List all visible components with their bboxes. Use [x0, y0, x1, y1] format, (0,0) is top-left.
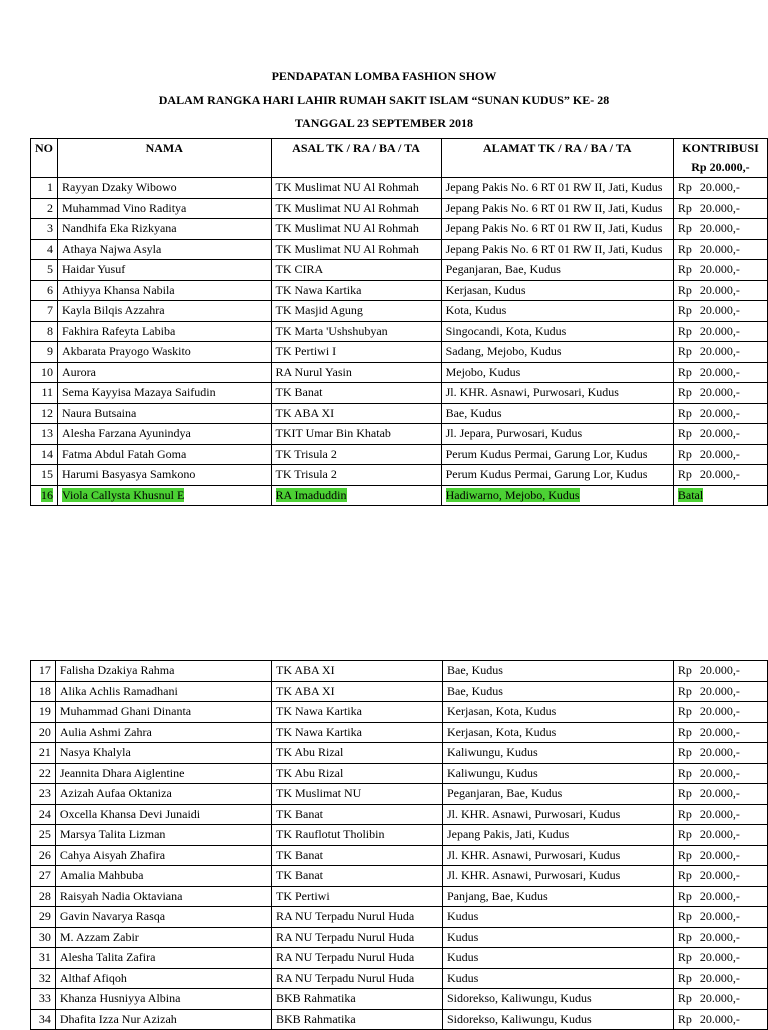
currency-label: Rp — [677, 827, 692, 841]
row-number: 25 — [31, 825, 56, 846]
row-number: 13 — [31, 424, 58, 445]
participant-name: Muhammad Ghani Dinanta — [55, 702, 271, 723]
contribution-amount: 20.000,- — [699, 385, 740, 399]
col-header-kontribusi — [673, 139, 767, 178]
col-header-asal: ASAL TK / RA / BA / TA — [271, 139, 441, 178]
participant-name: Fakhira Rafeyta Labiba — [58, 321, 272, 342]
school-address: Hadiwarno, Mejobo, Kudus — [445, 487, 580, 502]
school-name: TK Masjid Agung — [271, 301, 441, 322]
currency-label: Rp — [677, 991, 692, 1005]
col-header-alamat: ALAMAT TK / RA / BA / TA — [441, 139, 673, 178]
row-number: 21 — [31, 743, 56, 764]
cancelled-row — [31, 485, 768, 506]
school-name: TK Banat — [272, 845, 443, 866]
school-address: Kerjasan, Kota, Kudus — [442, 702, 673, 723]
school-address: Bae, Kudus — [442, 681, 673, 702]
participant-name: Aulia Ashmi Zahra — [55, 722, 271, 743]
doc-date: TANGGAL 23 SEPTEMBER 2018 — [294, 116, 474, 130]
contribution — [673, 927, 767, 948]
participant-name: Khanza Husniyya Albina — [55, 989, 271, 1010]
school-address: Jepang Pakis No. 6 RT 01 RW II, Jati, Kudus — [441, 239, 673, 260]
school-name: BKB Rahmatika — [272, 989, 443, 1010]
contribution — [673, 301, 767, 322]
contribution — [673, 968, 767, 989]
school-address: Jl. KHR. Asnawi, Purwosari, Kudus — [442, 866, 673, 887]
school-address: Perum Kudus Permai, Garung Lor, Kudus — [441, 465, 673, 486]
table-row — [31, 763, 768, 784]
contribution — [673, 948, 767, 969]
contribution-amount: 20.000,- — [699, 786, 740, 800]
contribution-amount: 20.000,- — [699, 724, 740, 739]
currency-label: Rp — [677, 888, 692, 903]
table-row — [31, 927, 768, 948]
currency-label: Rp — [677, 262, 692, 276]
currency-label: Rp — [677, 683, 692, 698]
table-row — [31, 743, 768, 764]
school-address: Jepang Pakis, Jati, Kudus — [442, 825, 673, 846]
contribution — [673, 702, 767, 723]
contribution — [673, 989, 767, 1010]
kontribusi-amount: Rp 20.000,- — [691, 160, 750, 174]
row-number: 6 — [31, 280, 58, 301]
school-name: TK Banat — [272, 804, 443, 825]
contribution-amount: 20.000,- — [699, 262, 740, 276]
participant-name: Muhammad Vino Raditya — [58, 198, 272, 219]
school-address: Jl. KHR. Asnawi, Purwosari, Kudus — [442, 845, 673, 866]
col-header-nama: NAMA — [58, 139, 272, 178]
table-row — [31, 907, 768, 928]
currency-label: Rp — [677, 344, 692, 358]
table-row — [31, 661, 768, 682]
table-row — [31, 845, 768, 866]
contribution — [673, 784, 767, 805]
contribution-amount: 20.000,- — [699, 180, 740, 194]
contribution-amount: 20.000,- — [699, 221, 740, 235]
contribution-amount: 20.000,- — [699, 765, 740, 780]
table-row — [31, 198, 768, 219]
contribution — [673, 743, 767, 764]
participant-name: Harumi Basyasya Samkono — [58, 465, 272, 486]
school-name-cell — [271, 485, 441, 506]
currency-label: Rp — [677, 909, 692, 923]
school-name: TK Muslimat NU Al Rohmah — [271, 239, 441, 260]
table-row — [31, 424, 768, 445]
contribution-amount: 20.000,- — [699, 847, 740, 862]
currency-label: Rp — [677, 745, 692, 759]
contribution-amount: 20.000,- — [699, 991, 740, 1005]
contribution — [673, 866, 767, 887]
school-name: TK CIRA — [271, 260, 441, 281]
school-address: Kaliwungu, Kudus — [442, 743, 673, 764]
row-number: 27 — [31, 866, 56, 887]
school-name: TK Rauflotut Tholibin — [272, 825, 443, 846]
contribution — [673, 886, 767, 907]
currency-label: Rp — [677, 929, 692, 944]
participant-name: Raisyah Nadia Oktaviana — [55, 886, 271, 907]
school-name: TK Nawa Kartika — [272, 702, 443, 723]
participant-name: Kayla Bilqis Azzahra — [58, 301, 272, 322]
contribution-amount: 20.000,- — [699, 200, 740, 215]
school-name: RA NU Terpadu Nurul Huda — [272, 968, 443, 989]
participant-name: Gavin Navarya Rasqa — [55, 907, 271, 928]
school-name: BKB Rahmatika — [272, 1009, 443, 1030]
contribution-amount: 20.000,- — [699, 909, 740, 923]
currency-label: Rp — [677, 426, 692, 440]
currency-label: Rp — [677, 241, 692, 256]
contribution — [673, 465, 767, 486]
contribution — [673, 661, 767, 682]
table-row — [31, 722, 768, 743]
table-row — [31, 702, 768, 723]
school-name: TK ABA XI — [271, 403, 441, 424]
contribution-amount: 20.000,- — [699, 806, 740, 821]
table-row — [31, 804, 768, 825]
table-row — [31, 280, 768, 301]
school-address: Jl. Jepara, Purwosari, Kudus — [441, 424, 673, 445]
contribution — [673, 907, 767, 928]
row-number: 17 — [31, 661, 56, 682]
currency-label: Rp — [677, 446, 692, 461]
table-row — [31, 239, 768, 260]
table-row — [31, 383, 768, 404]
row-number: 3 — [31, 219, 58, 240]
school-name: TKIT Umar Bin Khatab — [271, 424, 441, 445]
table-row — [31, 886, 768, 907]
contribution — [673, 178, 767, 199]
currency-label: Rp — [677, 200, 692, 215]
row-number: 16 — [41, 487, 53, 502]
row-number: 15 — [31, 465, 58, 486]
contribution — [673, 424, 767, 445]
contribution-amount: 20.000,- — [699, 467, 740, 481]
contribution — [673, 763, 767, 784]
doc-subtitle: DALAM RANGKA HARI LAHIR RUMAH SAKIT ISLAM “SUNAN KUDUS” KE- 28 — [158, 93, 610, 107]
currency-label: Rp — [677, 765, 692, 780]
contribution — [673, 804, 767, 825]
row-number: 23 — [31, 784, 56, 805]
row-number: 18 — [31, 681, 56, 702]
table-row — [31, 989, 768, 1010]
school-address: Jl. KHR. Asnawi, Purwosari, Kudus — [442, 804, 673, 825]
table-row — [31, 866, 768, 887]
contribution — [673, 383, 767, 404]
school-address: Sidorekso, Kaliwungu, Kudus — [442, 989, 673, 1010]
participant-name: Sema Kayyisa Mazaya Saifudin — [58, 383, 272, 404]
school-address: Kudus — [442, 948, 673, 969]
school-address: Bae, Kudus — [441, 403, 673, 424]
participant-name: Alika Achlis Ramadhani — [55, 681, 271, 702]
contribution-amount: 20.000,- — [699, 405, 740, 420]
row-number: 11 — [31, 383, 58, 404]
participant-name: Alesha Farzana Ayunindya — [58, 424, 272, 445]
currency-label: Rp — [677, 950, 692, 964]
table-row — [31, 825, 768, 846]
currency-label: Rp — [677, 467, 692, 481]
participant-name: M. Azzam Zabir — [55, 927, 271, 948]
currency-label: Rp — [677, 385, 692, 399]
school-name: TK Abu Rizal — [272, 763, 443, 784]
currency-label: Rp — [677, 405, 692, 420]
kontribusi-label: KONTRIBUSI — [682, 141, 759, 155]
cancelled-status: Batal — [677, 487, 704, 502]
row-number: 22 — [31, 763, 56, 784]
participant-name-cell — [58, 485, 272, 506]
row-number: 29 — [31, 907, 56, 928]
table-row — [31, 784, 768, 805]
row-number: 12 — [31, 403, 58, 424]
row-number: 20 — [31, 722, 56, 743]
school-address: Kerjasan, Kota, Kudus — [442, 722, 673, 743]
school-address: Kudus — [442, 907, 673, 928]
contribution-amount: 20.000,- — [699, 827, 740, 841]
currency-label: Rp — [677, 786, 692, 800]
school-name: TK Nawa Kartika — [271, 280, 441, 301]
contribution — [673, 362, 767, 383]
contribution-amount: 20.000,- — [699, 663, 740, 677]
currency-label: Rp — [677, 323, 692, 338]
table-row — [31, 301, 768, 322]
participant-name: Azizah Aufaa Oktaniza — [55, 784, 271, 805]
school-name: TK Muslimat NU — [272, 784, 443, 805]
school-name: TK Pertiwi I — [271, 342, 441, 363]
school-name: TK Muslimat NU Al Rohmah — [271, 198, 441, 219]
participant-name: Akbarata Prayogo Waskito — [58, 342, 272, 363]
school-address: Panjang, Bae, Kudus — [442, 886, 673, 907]
school-name: TK Trisula 2 — [271, 465, 441, 486]
school-address: Jepang Pakis No. 6 RT 01 RW II, Jati, Kudus — [441, 178, 673, 199]
contribution-amount: 20.000,- — [699, 704, 740, 718]
row-number: 24 — [31, 804, 56, 825]
school-name: TK Pertiwi — [272, 886, 443, 907]
table-row — [31, 948, 768, 969]
school-address: Singocandi, Kota, Kudus — [441, 321, 673, 342]
participant-name: Haidar Yusuf — [58, 260, 272, 281]
row-number: 14 — [31, 444, 58, 465]
participant-name: Cahya Aisyah Zhafira — [55, 845, 271, 866]
table-row — [31, 219, 768, 240]
row-number: 9 — [31, 342, 58, 363]
contribution — [673, 239, 767, 260]
school-address: Sidorekso, Kaliwungu, Kudus — [442, 1009, 673, 1030]
row-number: 26 — [31, 845, 56, 866]
participant-name: Rayyan Dzaky Wibowo — [58, 178, 272, 199]
participant-name: Alesha Talita Zafira — [55, 948, 271, 969]
table-row — [31, 403, 768, 424]
school-address: Jl. KHR. Asnawi, Purwosari, Kudus — [441, 383, 673, 404]
contribution — [673, 825, 767, 846]
school-address: Jepang Pakis No. 6 RT 01 RW II, Jati, Kudus — [441, 198, 673, 219]
school-name: RA NU Terpadu Nurul Huda — [272, 948, 443, 969]
currency-label: Rp — [677, 364, 692, 379]
col-header-no: NO — [31, 139, 58, 178]
currency-label: Rp — [677, 704, 692, 718]
school-name: TK Muslimat NU Al Rohmah — [271, 219, 441, 240]
contribution-amount: 20.000,- — [699, 344, 740, 358]
participant-name: Nasya Khalyla — [55, 743, 271, 764]
school-name: TK ABA XI — [272, 661, 443, 682]
school-address: Kudus — [442, 968, 673, 989]
contribution-amount: 20.000,- — [699, 970, 740, 985]
contribution-amount: 20.000,- — [699, 1011, 740, 1026]
participant-name: Viola Callysta Khusnul E — [62, 487, 185, 502]
currency-label: Rp — [677, 1011, 692, 1026]
contribution — [673, 260, 767, 281]
contribution-amount: 20.000,- — [699, 868, 740, 882]
participant-name: Amalia Mahbuba — [55, 866, 271, 887]
school-name: TK Banat — [271, 383, 441, 404]
school-name: RA NU Terpadu Nurul Huda — [272, 927, 443, 948]
participants-table-1 — [30, 138, 768, 506]
currency-label: Rp — [677, 806, 692, 821]
table-row — [31, 1009, 768, 1030]
contribution-amount: 20.000,- — [699, 683, 740, 698]
row-number: 32 — [31, 968, 56, 989]
school-address: Kerjasan, Kudus — [441, 280, 673, 301]
contribution-amount: 20.000,- — [699, 282, 740, 297]
table-row — [31, 681, 768, 702]
school-name: TK ABA XI — [272, 681, 443, 702]
participant-name: Marsya Talita Lizman — [55, 825, 271, 846]
row-number: 8 — [31, 321, 58, 342]
participant-name: Althaf Afiqoh — [55, 968, 271, 989]
participant-name: Oxcella Khansa Devi Junaidi — [55, 804, 271, 825]
table-row — [31, 178, 768, 199]
contribution — [673, 280, 767, 301]
school-name: TK Banat — [272, 866, 443, 887]
participant-name: Naura Butsaina — [58, 403, 272, 424]
table-row — [31, 444, 768, 465]
contribution — [673, 444, 767, 465]
participant-name: Dhafita Izza Nur Azizah — [55, 1009, 271, 1030]
row-number-cell — [31, 485, 58, 506]
contribution-amount: 20.000,- — [699, 446, 740, 461]
contribution-amount: 20.000,- — [699, 745, 740, 759]
contribution — [673, 722, 767, 743]
contribution-amount: 20.000,- — [699, 364, 740, 379]
contribution-amount: 20.000,- — [699, 323, 740, 338]
row-number: 28 — [31, 886, 56, 907]
participant-name: Falisha Dzakiya Rahma — [55, 661, 271, 682]
school-address: Kaliwungu, Kudus — [442, 763, 673, 784]
contribution-amount: 20.000,- — [699, 929, 740, 944]
table-row — [31, 465, 768, 486]
row-number: 30 — [31, 927, 56, 948]
school-name: TK Muslimat NU Al Rohmah — [271, 178, 441, 199]
currency-label: Rp — [677, 282, 692, 297]
school-name: TK Nawa Kartika — [272, 722, 443, 743]
school-address: Peganjaran, Bae, Kudus — [442, 784, 673, 805]
school-address: Peganjaran, Bae, Kudus — [441, 260, 673, 281]
row-number: 10 — [31, 362, 58, 383]
contribution-amount: 20.000,- — [699, 241, 740, 256]
contribution — [673, 403, 767, 424]
participant-name: Athiyya Khansa Nabila — [58, 280, 272, 301]
school-address: Kudus — [442, 927, 673, 948]
contribution-amount: 20.000,- — [699, 888, 740, 903]
contribution-amount: 20.000,- — [699, 303, 740, 317]
table-row — [31, 260, 768, 281]
school-name: TK Abu Rizal — [272, 743, 443, 764]
contribution — [673, 321, 767, 342]
participant-name: Fatma Abdul Fatah Goma — [58, 444, 272, 465]
cancelled-status-cell — [673, 485, 767, 506]
currency-label: Rp — [677, 724, 692, 739]
currency-label: Rp — [677, 868, 692, 882]
school-address: Mejobo, Kudus — [441, 362, 673, 383]
currency-label: Rp — [677, 847, 692, 862]
currency-label: Rp — [677, 663, 692, 677]
school-address: Kota, Kudus — [441, 301, 673, 322]
table-row — [31, 968, 768, 989]
contribution — [673, 198, 767, 219]
school-name: RA Imaduddin — [275, 487, 347, 502]
school-name: TK Marta 'Ushshubyan — [271, 321, 441, 342]
contribution — [673, 681, 767, 702]
row-number: 34 — [31, 1009, 56, 1030]
school-name: RA Nurul Yasin — [271, 362, 441, 383]
currency-label: Rp — [677, 970, 692, 985]
row-number: 7 — [31, 301, 58, 322]
contribution-amount: 20.000,- — [699, 950, 740, 964]
table-row — [31, 342, 768, 363]
participant-name: Athaya Najwa Asyla — [58, 239, 272, 260]
row-number: 5 — [31, 260, 58, 281]
row-number: 33 — [31, 989, 56, 1010]
participant-name: Jeannita Dhara Aiglentine — [55, 763, 271, 784]
doc-title: PENDAPATAN LOMBA FASHION SHOW — [271, 69, 497, 83]
table-row — [31, 362, 768, 383]
contribution — [673, 219, 767, 240]
contribution — [673, 342, 767, 363]
school-address: Jepang Pakis No. 6 RT 01 RW II, Jati, Kudus — [441, 219, 673, 240]
contribution — [673, 845, 767, 866]
school-address: Sadang, Mejobo, Kudus — [441, 342, 673, 363]
table-row — [31, 321, 768, 342]
school-address: Bae, Kudus — [442, 661, 673, 682]
row-number: 1 — [31, 178, 58, 199]
currency-label: Rp — [677, 303, 692, 317]
participant-name: Nandhifa Eka Rizkyana — [58, 219, 272, 240]
participants-table-2 — [30, 660, 768, 1030]
school-address-cell — [441, 485, 673, 506]
row-number: 2 — [31, 198, 58, 219]
contribution-amount: 20.000,- — [699, 426, 740, 440]
school-name: RA NU Terpadu Nurul Huda — [272, 907, 443, 928]
row-number: 19 — [31, 702, 56, 723]
row-number: 4 — [31, 239, 58, 260]
currency-label: Rp — [677, 221, 692, 235]
school-address: Perum Kudus Permai, Garung Lor, Kudus — [441, 444, 673, 465]
contribution — [673, 1009, 767, 1030]
participant-name: Aurora — [58, 362, 272, 383]
row-number: 31 — [31, 948, 56, 969]
currency-label: Rp — [677, 180, 692, 194]
school-name: TK Trisula 2 — [271, 444, 441, 465]
